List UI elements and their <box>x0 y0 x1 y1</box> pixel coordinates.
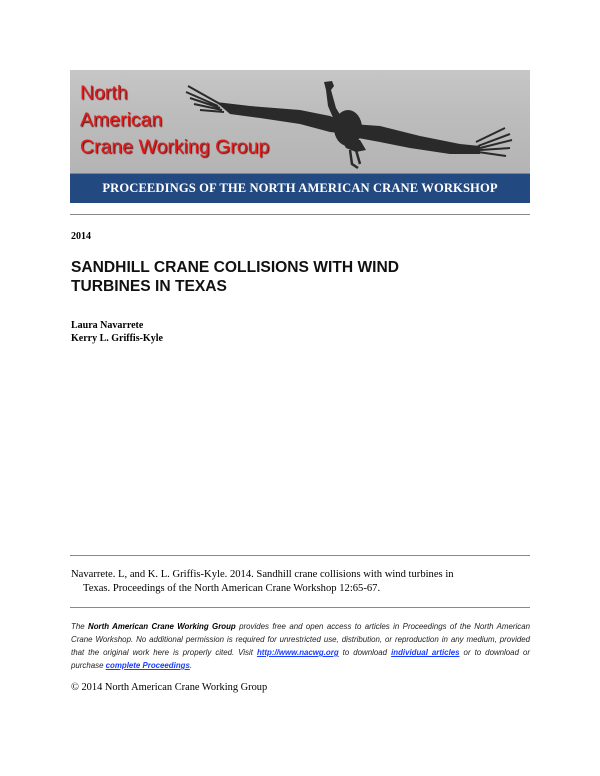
notice-text: to download <box>338 648 392 657</box>
org-name-line3: Crane Working Group <box>80 136 270 158</box>
citation-line2: Texas. Proceedings of the North American Crane Workshop 12:65-67. <box>83 582 381 594</box>
proceedings-title: PROCEEDINGS OF THE NORTH AMERICAN CRANE WORKSHOP <box>102 181 498 195</box>
notice-text: . <box>189 661 193 670</box>
notice-text: The <box>71 622 88 631</box>
article-title-line1: SANDHILL CRANE COLLISIONS WITH WIND <box>71 259 400 276</box>
nacwg-website-link[interactable]: http://www.nacwg.org <box>256 648 339 657</box>
org-name-line1: North <box>80 82 128 104</box>
notice-text: or to download or purchase <box>71 648 530 670</box>
author-list <box>71 320 163 345</box>
notice-org-name: North American Crane Working Group <box>88 622 236 631</box>
complete-proceedings-link[interactable]: complete Proceedings <box>105 661 190 670</box>
citation <box>71 568 530 595</box>
author-name: Kerry L. Griffis-Kyle <box>71 332 163 344</box>
article-title-line2: TURBINES IN TEXAS <box>71 277 227 295</box>
divider <box>70 214 530 215</box>
open-access-notice <box>71 620 530 672</box>
proceedings-bar <box>70 173 530 203</box>
article-title <box>71 259 399 296</box>
copyright-notice: © 2014 North American Crane Working Group <box>71 682 268 693</box>
publication-year: 2014 <box>71 231 91 242</box>
crane-photo-icon <box>180 78 520 173</box>
banner-photo <box>70 70 530 173</box>
individual-articles-link[interactable]: individual articles <box>391 648 460 657</box>
notice-text: provides free and open access to articles in Proceedings of the North American Crane Workshop. No additional permission is required for unrestricted use, distribution, or reproduction in any medium, provided that the original work here is properly cited. Visit <box>71 622 530 657</box>
author-name: Laura Navarrete <box>71 320 144 331</box>
citation-line1: Navarrete. L, and K. L. Griffis-Kyle. 2014. Sandhill crane collisions with wind turbines in <box>71 569 454 580</box>
divider <box>70 607 530 608</box>
header-banner <box>70 70 530 203</box>
org-name-line2: American <box>80 109 163 131</box>
divider <box>70 555 530 556</box>
